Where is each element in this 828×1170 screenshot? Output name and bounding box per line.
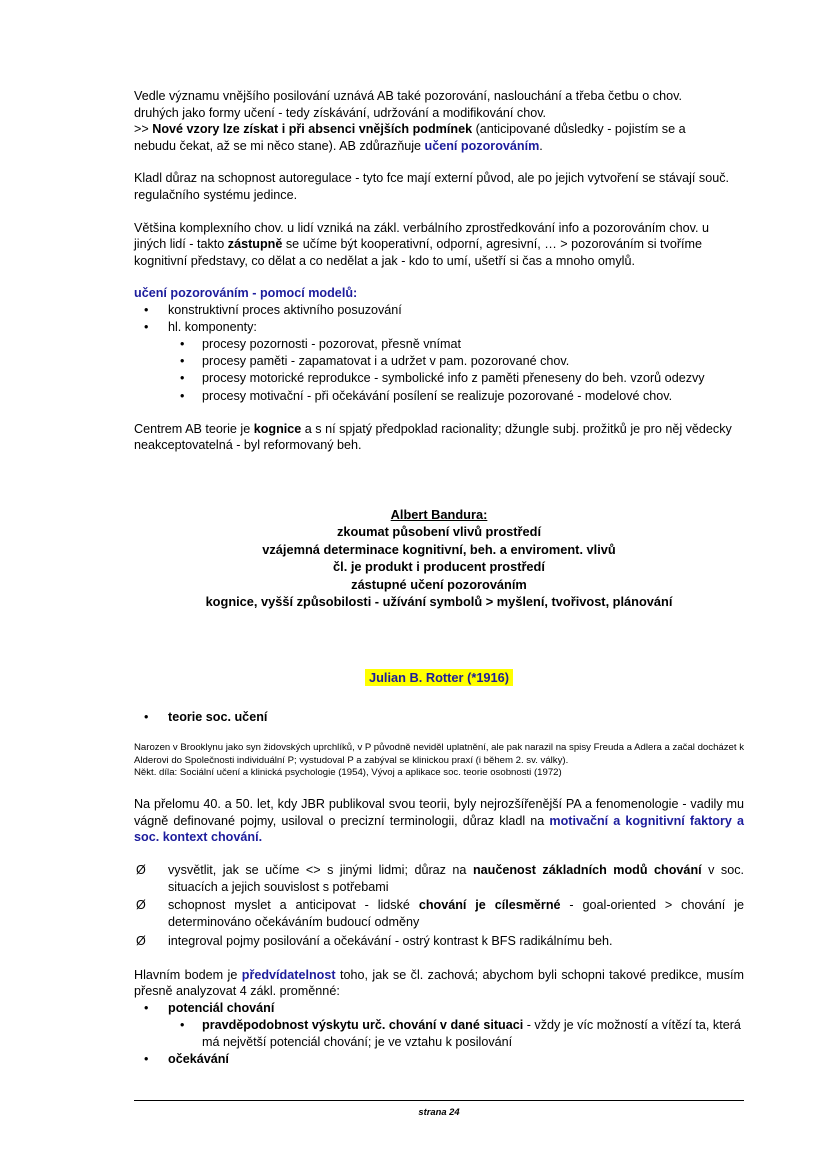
spacer [134,646,744,670]
bullet-icon: • [180,1017,185,1032]
predict-post: toho, jak se čl. zachová; abychom byli schopni takové predikce, musím přesně analyzovat 4 zákl. proměnné: [134,967,744,999]
bandura-title: Albert Bandura: [390,506,488,522]
rotter-topic-list [134,709,744,726]
intro-line-3-prefix: >> [134,122,153,137]
paragraph-kognice [134,421,744,454]
list-item [134,709,744,726]
rotter-variables-list [134,1000,744,1017]
variable-1-sublist [168,1017,744,1051]
motivacni-kognitivni-emphasis: motivační a kognitivní faktory a soc. kontext chování. [134,813,744,845]
modeling-subitem-0: procesy pozornosti - pozorovat, přesně vnímat [202,336,461,351]
variable-1-sublist-wrapper [168,1017,744,1051]
intro-line-1: Vedle významu vnějšího posilování uznává AB také pozorování, naslouchání a třeba četbu o chov. [134,89,682,103]
modeling-sublist-wrapper [168,336,744,405]
modeling-item-1: hl. komponenty: [168,320,257,335]
rotter-heading: Julian B. Rotter (*1916) [365,669,513,686]
paragraph-autoregulace: Kladl důraz na schopnost autoregulace - tyto fce mají externí původ, ale po jejich vytvoření se stávají souč. regulačního systému jedince. [134,171,730,202]
list-item [168,370,744,387]
variable-2: očekávání [168,1052,229,1067]
paragraph-prelom-40-50 [134,796,744,846]
list-item [168,1017,744,1051]
spacer [134,490,744,506]
intro-line-3-bold: Nové vzory lze získat i při absenci vnějších podmínek [152,122,473,137]
z-item-0-bold: naučenost základních modů chování [472,862,702,877]
spacer [134,780,744,796]
bullet-icon: • [144,1052,149,1067]
rotter-topic: teorie soc. učení [168,710,268,725]
bullet-icon: • [144,320,149,335]
z-item-1-pre: schopnost myslet a anticipovat - lidské [168,898,419,913]
variable-1-sub-rest: - vždy je víc možností a vítězí ta, která má největší potenciál chování; je ve vztahu k posilování [202,1017,741,1049]
page-number: strana 24 [418,1106,460,1117]
rotter-biography [134,742,744,780]
spacer [134,846,744,862]
rotter-heading-wrapper [134,670,744,685]
bullet-icon: • [144,1000,149,1015]
predvidatelnost-emphasis: předvídatelnost [241,967,336,982]
footer-divider [134,1100,744,1101]
z-item-0-post: v soc. situacích a jejich souvislost s potřebami [168,862,745,894]
bio-paragraph-2: Někt. díla: Sociální učení a klinická psychologie (1954), Vývoj a aplikace soc. teorie osobnosti (1972) [134,767,562,779]
modeling-subitem-2: procesy motorické reprodukce - symbolické info z paměti přeneseny do beh. vzorů odezvy [202,371,705,386]
list-item [134,933,744,950]
spacer [134,726,744,742]
p3-part-b: se učíme být kooperativní, odporní, agresivní, … > pozorováním si tvoříme kognitivní představy, co dělat a co nedělat a jak - kdo to umí, ušetří si čas a mnoho omylů. [134,237,703,268]
list-item [134,1051,744,1068]
z-item-0-pre: vysvětlit, jak se učíme <> s jinými lidmi; důraz na [168,862,473,877]
spacer [134,269,744,285]
z-item-1-bold: chování je cílesměrné [418,898,561,913]
bandura-line-2: čl. je produkt i producent prostředí [333,559,545,575]
kognice-bold: kognice [253,421,302,436]
rotter-principles-list [134,862,744,950]
bullet-icon: • [144,710,149,725]
oslash-bullet-icon: Ø [136,933,146,948]
list-item [168,353,744,370]
kognice-pre: Centrem AB teorie je [134,421,254,436]
modeling-sublist [168,336,744,405]
modeling-subitem-1: procesy paměti - zapamatovat i a udržet v pam. pozorované chov. [202,354,570,369]
bandura-line-0: zkoumat působení vlivů prostředí [336,524,542,540]
zastupne-bold: zástupně [227,237,283,252]
bandura-line-1: vzájemná determinace kognitivní, beh. a enviroment. vlivů [262,541,616,557]
modeling-subitem-3: procesy motivační - při očekávání posílení se realizuje pozorované - modelové chov. [202,388,673,403]
prelom-pre: Na přelomu 40. a 50. let, kdy JBR publikoval svou teorii, byly nejrozšířenější PA a fenomenologie - vadily mu vágně definované pojmy, usiloval o precizní terminologii, důraz kladl na [134,796,744,828]
list-item [134,897,744,931]
bullet-icon: • [180,371,185,386]
predict-pre: Hlavním bodem je [134,967,242,982]
variable-1-sub-bold: pravděpodobnost výskytu urč. chování v dané situaci [202,1017,524,1032]
paragraph-komplexni-chovani [134,220,744,270]
intro-line-4-post: . [539,138,543,153]
bullet-icon: • [180,354,185,369]
bio-paragraph-1: Narozen v Brooklynu jako syn židovských uprchlíků, v P původně neviděl uplatnění, ale pak narazil na spisy Freuda a Adlera a začal docházet k Alderovi do Společnosti individuální P; vystudoval P a zabýval se klinickou praxí (i během 2. sv. války). [134,742,744,766]
paragraph-intro-1 [134,88,744,154]
z-item-2-pre: integroval pojmy posilování a očekávání - ostrý kontrast k BFS radikálnímu beh. [168,933,613,948]
modeling-item-0: konstruktivní proces aktivního posuzování [168,303,402,318]
list-item [168,336,744,353]
intro-line-4-pre: nebudu čekat, až se mi něco stane). AB zdůrazňuje [134,138,425,153]
intro-line-2: druhých jako formy učení - tedy získávání, udržování a modifikování chov. [134,105,547,120]
spacer [134,685,744,709]
p3-part-a: Většina komplexního chov. u lidí vzniká na zákl. verbálního zprostředkování info a pozorováním chov. u jiných lidí - takto [134,220,709,252]
rotter-variables-list-2 [134,1051,744,1068]
spacer [134,454,744,490]
list-item [134,302,744,319]
heading-uceni-pozorovanim: učení pozorováním - pomocí modelů: [134,286,358,301]
list-item [134,319,744,336]
oslash-bullet-icon: Ø [136,862,146,877]
modeling-list [134,302,744,336]
spacer [134,951,744,967]
oslash-bullet-icon: Ø [136,898,146,913]
bandura-summary-block [134,506,744,610]
z-item-1-post: - goal-oriented > chování je determinováno očekáváním budoucí odměny [168,898,744,930]
paragraph-predvidatelnost [134,967,744,1000]
spacer [134,154,744,170]
bullet-icon: • [180,336,185,351]
intro-line-3-rest: (anticipované důsledky - pojistím se a [472,122,686,137]
bullet-icon: • [180,388,185,403]
ucenipozorovanim-emphasis: učení pozorováním [424,138,540,153]
page-content [134,88,744,1068]
bandura-line-4: kognice, vyšší způsobilosti - užívání symbolů > myšlení, tvořivost, plánování [205,593,673,609]
list-item [134,862,744,896]
bandura-line-3: zástupné učení pozorováním [351,576,527,592]
spacer [134,405,744,421]
kognice-post: a s ní spjatý předpoklad racionality; džungle subj. prožitků je pro něj vědecky neakceptovatelná - byl reformovaný beh. [134,421,732,453]
bullet-icon: • [144,303,149,318]
list-item [134,1000,744,1017]
list-item [168,388,744,405]
spacer [134,610,744,646]
spacer [134,204,744,220]
variable-1: potenciál chování [168,1000,275,1015]
